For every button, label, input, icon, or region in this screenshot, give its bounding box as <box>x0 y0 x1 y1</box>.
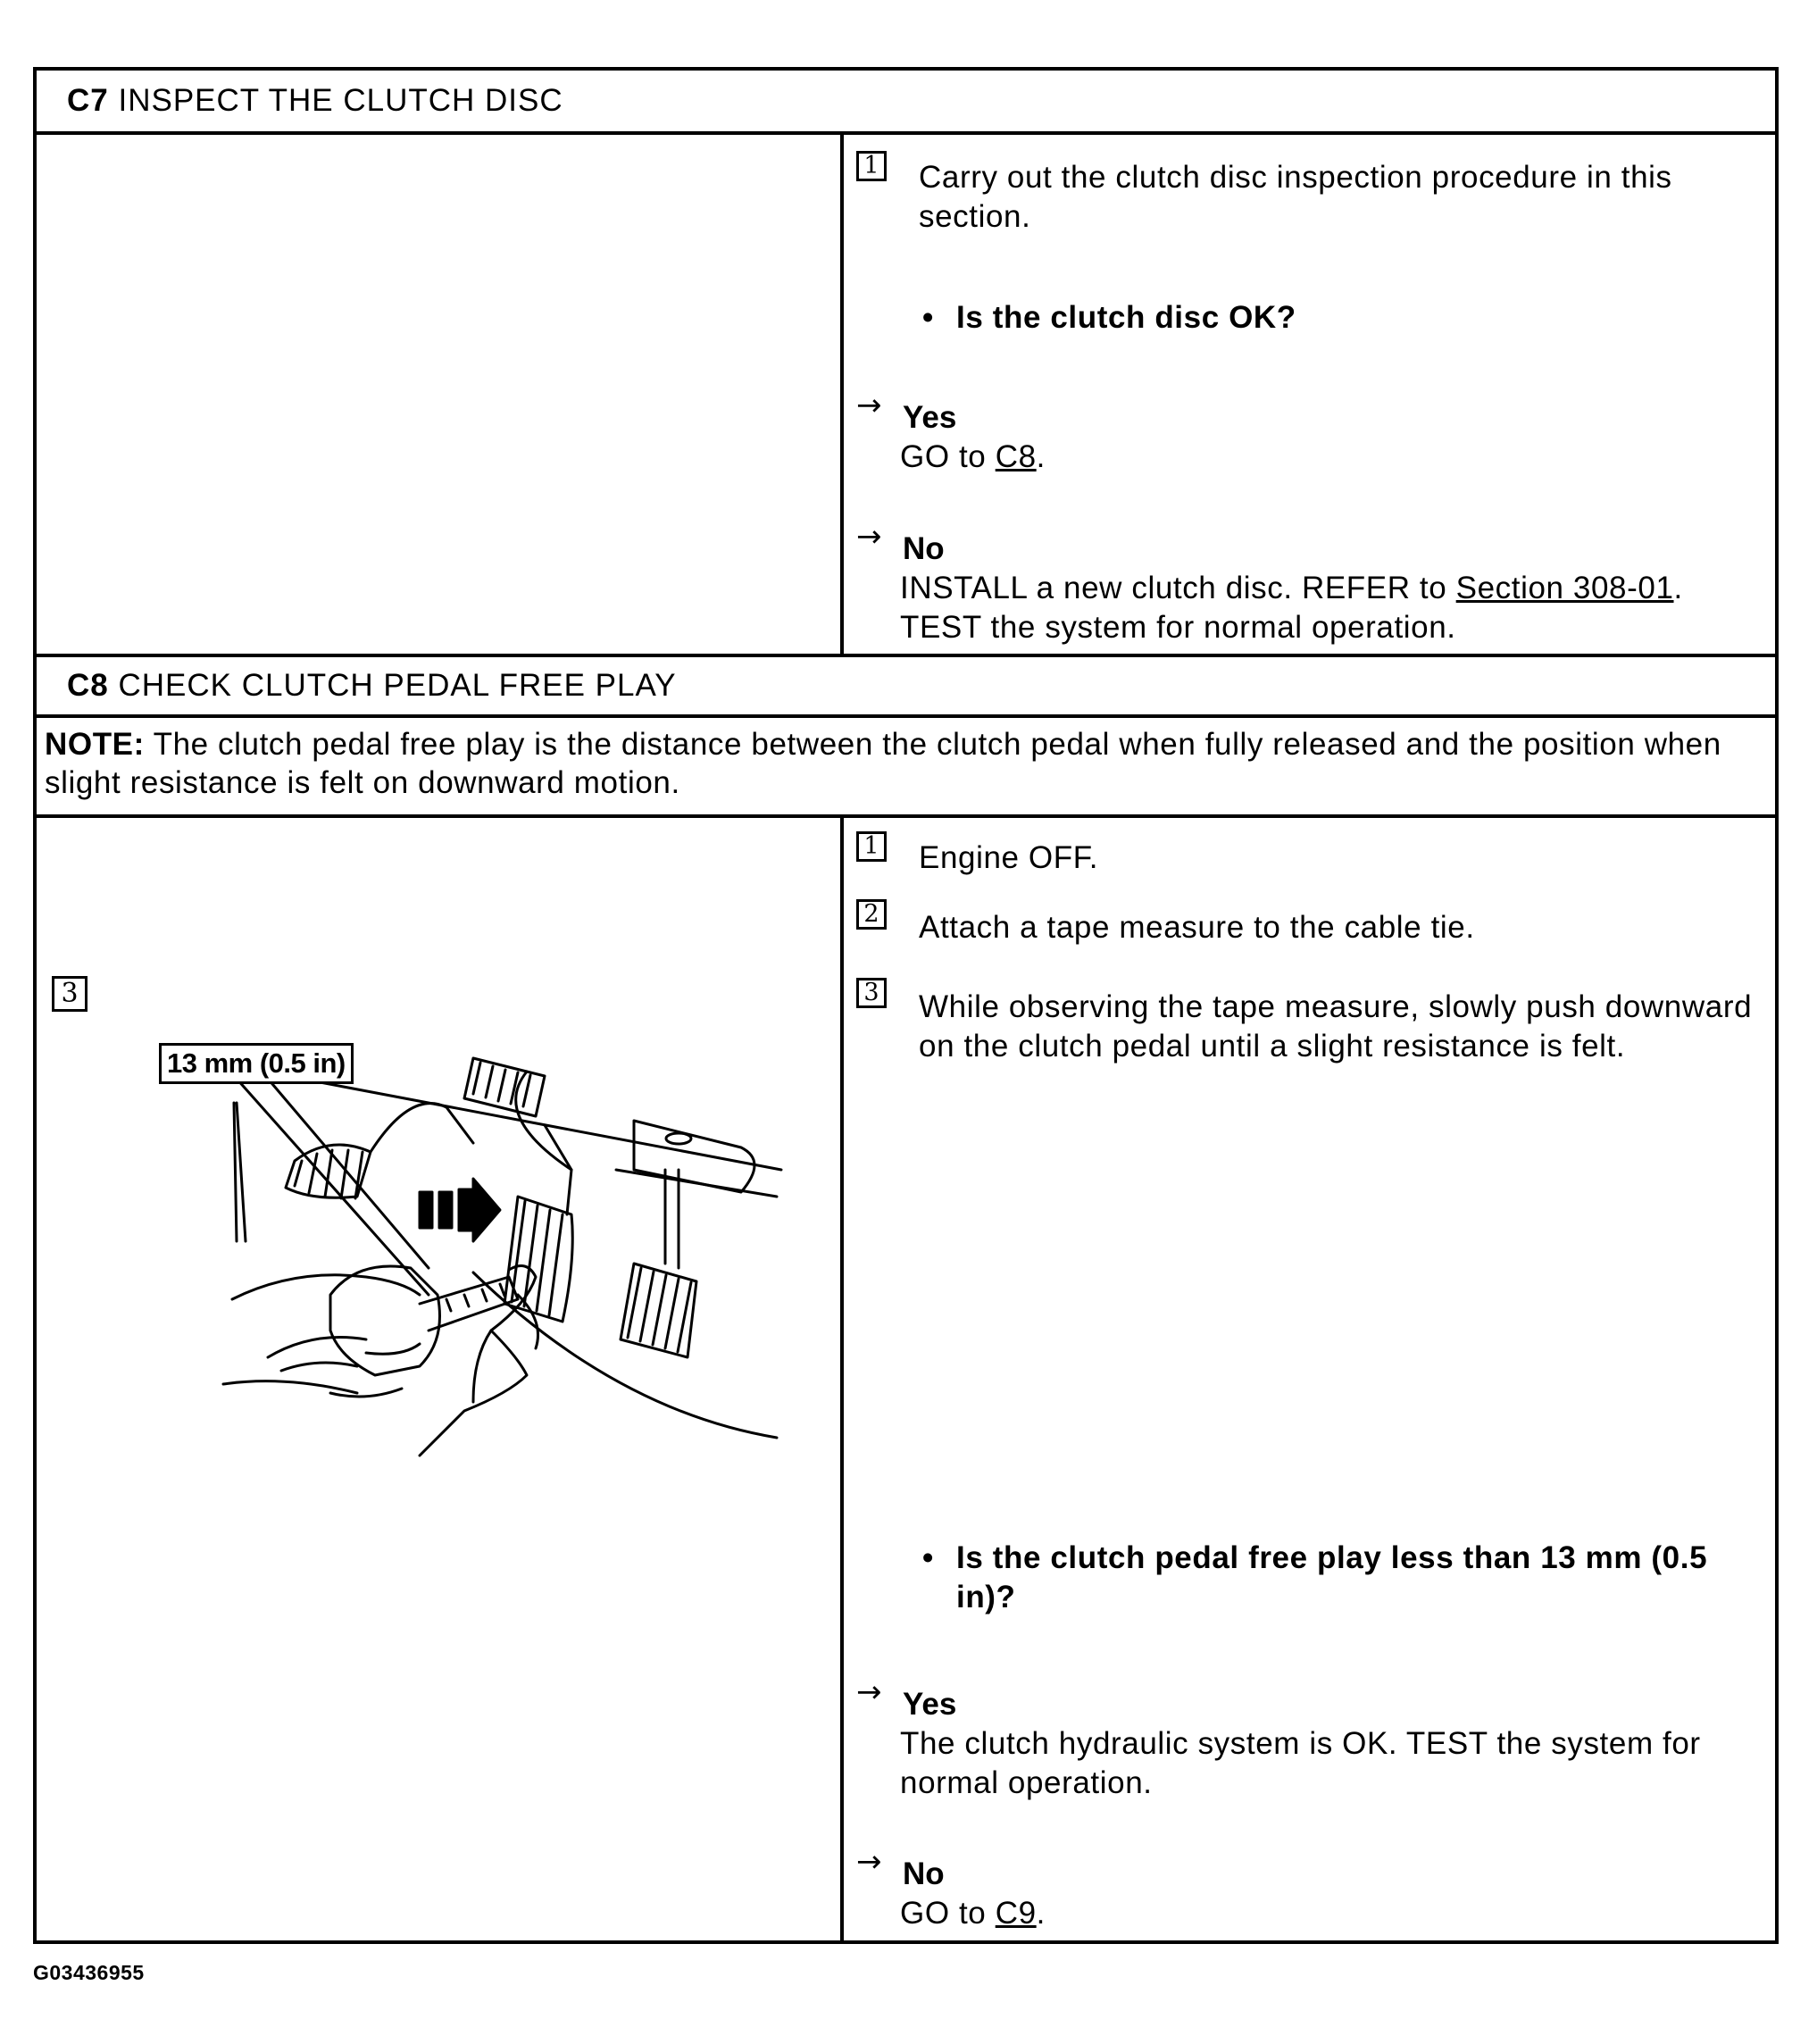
measurement-callout: 13 mm (0.5 in) <box>159 1043 354 1084</box>
c9-link[interactable]: C9 <box>995 1896 1037 1931</box>
c8-note <box>45 725 1741 802</box>
document-id: G03436955 <box>33 1961 145 1984</box>
c7-yes-suffix: . <box>1036 439 1046 474</box>
c7-yes-result <box>900 438 1793 477</box>
c7-title: INSPECT THE CLUTCH DISC <box>118 83 563 118</box>
step-number-box: 3 <box>856 978 887 1008</box>
c8-no-prefix: GO to <box>900 1896 987 1931</box>
arrow-right-icon: → <box>856 1844 882 1880</box>
c7-question <box>922 298 1742 338</box>
step-number-box: 1 <box>856 831 887 862</box>
c7-question-text: Is the clutch disc OK? <box>956 300 1296 335</box>
c8-question <box>922 1539 1724 1617</box>
c8-header <box>67 668 677 704</box>
c8-no-result <box>900 1894 1793 1933</box>
c8-yes-result: The clutch hydraulic system is OK. TEST the system for normal operation. <box>900 1726 1701 1800</box>
c8-yes-label: Yes <box>903 1687 957 1722</box>
divider <box>37 131 1775 135</box>
divider <box>37 714 1775 718</box>
c8-no-label: No <box>903 1856 945 1891</box>
c7-header <box>67 83 563 119</box>
note-label: NOTE: <box>45 727 145 762</box>
arrow-right-icon: → <box>856 519 882 555</box>
c7-no-label: No <box>903 531 945 566</box>
c8-step2-text: Attach a tape measure to the cable tie. <box>919 910 1475 945</box>
c7-no-suffix: . <box>1673 571 1683 605</box>
c7-yes-label: Yes <box>903 400 957 435</box>
divider <box>37 814 1775 818</box>
c7-no-prefix: INSTALL a new clutch disc. REFER to <box>900 571 1447 605</box>
c7-no-result <box>900 569 1793 647</box>
step-number-box: 2 <box>856 899 887 930</box>
step-number-box: 1 <box>856 151 887 181</box>
c7-code: C7 <box>67 83 109 118</box>
column-divider <box>840 814 844 1944</box>
c8-link[interactable]: C8 <box>995 439 1037 474</box>
note-text: The clutch pedal free play is the distance between the clutch pedal when fully released and the position when slight resistance is felt on downward motion. <box>45 727 1721 800</box>
c8-step1-text: Engine OFF. <box>919 840 1099 875</box>
c7-no-line2: TEST the system for normal operation. <box>900 610 1456 645</box>
section-308-01-link[interactable]: Section 308-01 <box>1455 571 1674 605</box>
arrow-right-icon: → <box>856 1674 882 1710</box>
c8-code: C8 <box>67 668 109 703</box>
c8-step3-text: While observing the tape measure, slowly push downward on the clutch pedal until a slight resistance is felt. <box>919 989 1753 1064</box>
c8-question-text: Is the clutch pedal free play less than 13 mm (0.5 in)? <box>956 1540 1708 1614</box>
c8-title: CHECK CLUTCH PEDAL FREE PLAY <box>118 668 677 703</box>
column-divider <box>840 131 844 657</box>
c7-yes-prefix: GO to <box>900 439 987 474</box>
bullet-icon: • <box>922 300 934 335</box>
figure-step-box: 3 <box>52 976 88 1012</box>
clutch-pedal-illustration <box>152 1036 795 1473</box>
arrow-right-icon: → <box>856 388 882 423</box>
divider <box>37 654 1775 657</box>
c8-no-suffix: . <box>1036 1896 1046 1931</box>
bullet-icon: • <box>922 1540 934 1575</box>
c7-step1-text: Carry out the clutch disc inspection procedure in this section. <box>919 160 1672 234</box>
